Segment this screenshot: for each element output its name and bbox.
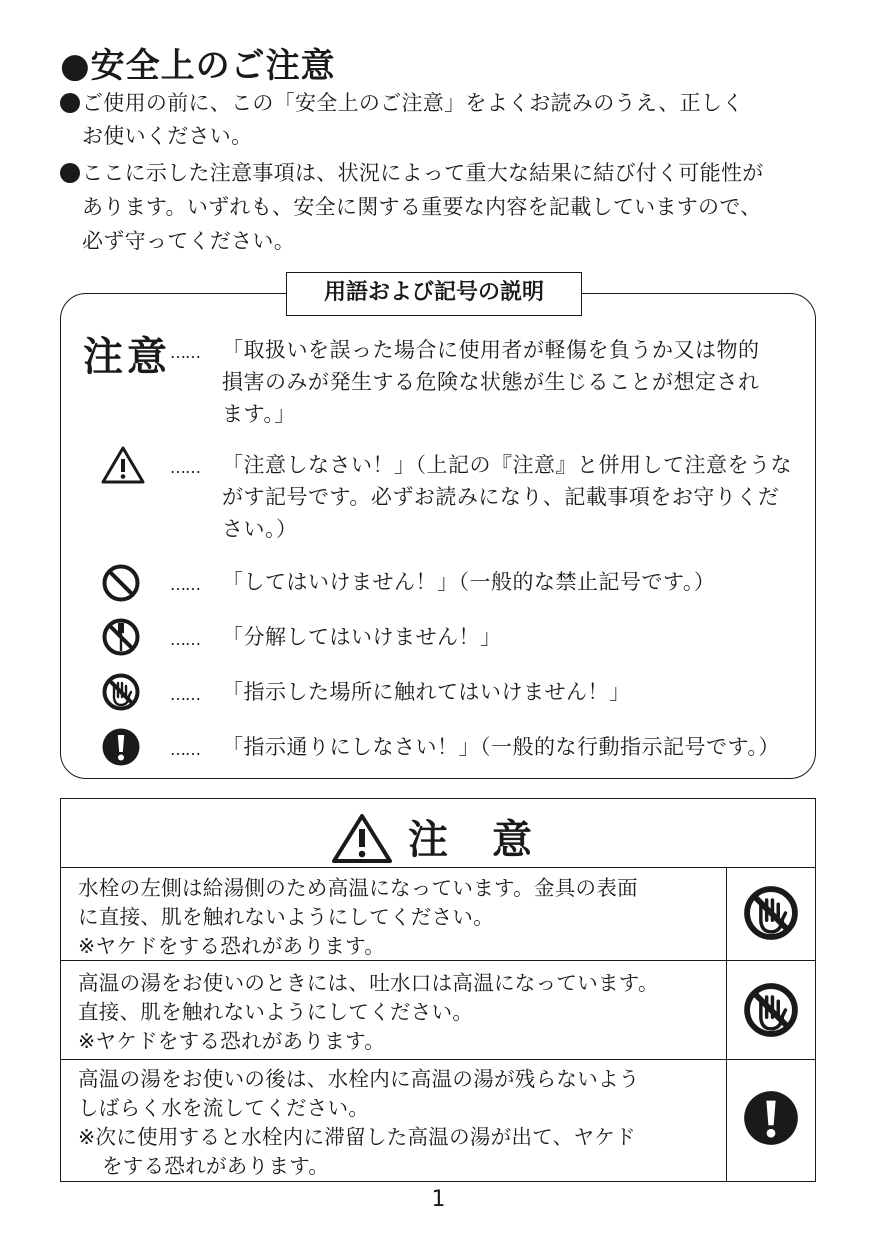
table-row-line: ※ヤケドをする恐れがあります。 [78, 1029, 386, 1053]
symbol-definition-line: がす記号です。必ずお読みになり、記載事項をお守りくだ [222, 485, 780, 509]
caution-definition-line: 損害のみが発生する危険な状態が生じることが想定され [222, 370, 760, 394]
bullet-dot [60, 93, 80, 113]
table-row-divider [60, 1059, 816, 1060]
intro-bullet-2-text: ここに示した注意事項は、状況によって重大な結果に結び付く可能性が [82, 161, 764, 185]
symbol-definition-line: 「指示した場所に触れてはいけません！」 [222, 680, 631, 704]
intro-bullet-1-text: ご使用の前に、この「安全上のご注意」をよくお読みのうえ、正しく [82, 91, 744, 115]
bullet-dot [60, 163, 80, 183]
intro-bullet-2-cont: 必ず守ってください。 [82, 229, 295, 253]
table-row-line: に直接、肌を触れないようにしてください。 [78, 905, 494, 929]
no-touch-icon [742, 981, 800, 1039]
leader-dots: …… [170, 685, 200, 704]
no-touch-icon [742, 884, 800, 942]
mandatory-action-icon [742, 1089, 800, 1147]
table-row-line: ※次に使用すると水栓内に滞留した高温の湯が出て、ヤケド [78, 1125, 636, 1149]
caution-definition-line: 「取扱いを誤った場合に使用者が軽傷を負うか又は物的 [222, 338, 760, 362]
terms-box-title: 用語および記号の説明 [286, 272, 582, 316]
no-touch-icon [101, 672, 141, 712]
caution-definition-line: ます。」 [222, 402, 296, 426]
table-column-divider [726, 868, 727, 1182]
table-row-line: 直接、肌を触れないようにしてください。 [78, 1000, 474, 1024]
page-title: ●安全上のご注意 [60, 46, 336, 86]
mandatory-action-icon [101, 727, 141, 767]
prohibition-icon [101, 563, 141, 603]
table-row-line: ※ヤケドをする恐れがあります。 [78, 934, 386, 958]
caution-word: 注意 [83, 334, 171, 380]
intro-bullet-1 [60, 86, 744, 120]
symbol-definition-line: 「分解してはいけません！」 [222, 625, 502, 649]
intro-bullet-1-cont: お使いください。 [82, 124, 253, 148]
leader-dots: …… [170, 740, 200, 759]
symbol-definition-line: さい。） [222, 517, 298, 541]
symbol-definition-line: 「注意しなさい！」（上記の『注意』と併用して注意をうな [222, 453, 792, 477]
table-row-line: をする恐れがあります。 [102, 1154, 330, 1178]
warning-triangle-icon [330, 812, 394, 864]
no-disassembly-icon [101, 617, 141, 657]
table-row-line: 高温の湯をお使いのときには、吐水口は高温になっています。 [78, 971, 659, 995]
intro-bullet-2-cont: あります。いずれも、安全に関する重要な内容を記載していますので、 [82, 195, 762, 219]
page-number: 1 [431, 1187, 446, 1212]
leader-dots: …… [170, 575, 200, 594]
leader-dots: …… [170, 630, 200, 649]
table-row-line: 高温の湯をお使いの後は、水栓内に高温の湯が残らないよう [78, 1067, 640, 1091]
table-row-line: 水栓の左側は給湯側のため高温になっています。金具の表面 [78, 876, 638, 900]
intro-bullet-2 [60, 156, 764, 190]
warning-triangle-icon [100, 445, 146, 485]
caution-table-heading: 注 意 [408, 817, 534, 863]
leader-dots: …… [170, 458, 200, 477]
symbol-definition-line: 「指示通りにしなさい！」（一般的な行動指示記号です。） [222, 735, 780, 759]
leader-dots: …… [170, 343, 200, 362]
symbol-definition-line: 「してはいけません！」（一般的な禁止記号です。） [222, 570, 716, 594]
table-row-line: しばらく水を流してください。 [78, 1096, 370, 1120]
